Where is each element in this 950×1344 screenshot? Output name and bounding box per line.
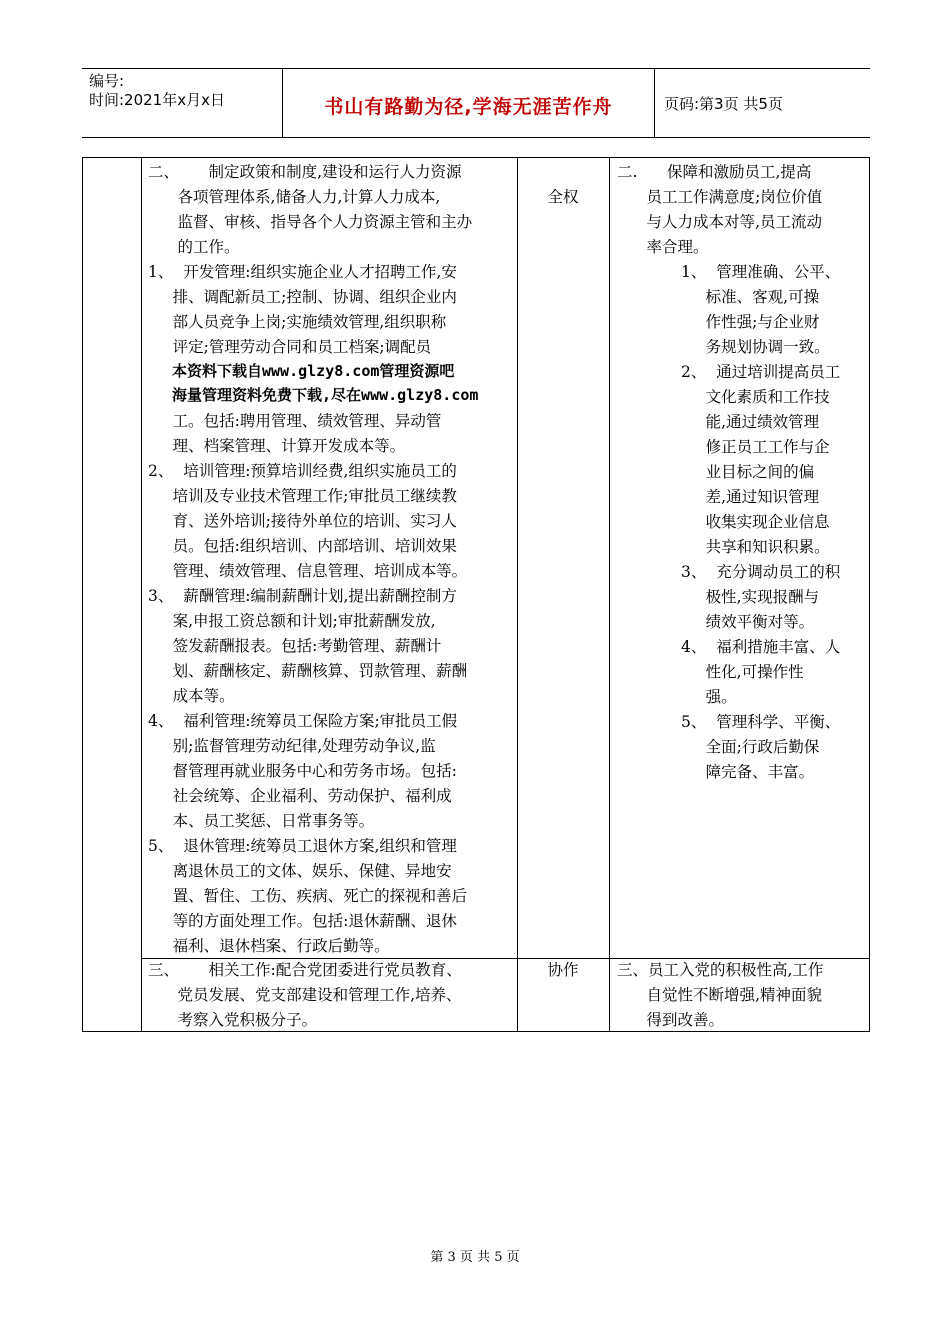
text-line: 别;监督管理劳动纪律,处理劳动争议,监 — [148, 737, 436, 755]
text-line: 业目标之间的偏 — [617, 463, 815, 481]
text-line: 自觉性不断增强,精神面貌 — [617, 986, 822, 1004]
text-line: 评定;管理劳动合同和员工档案;调配员 — [148, 338, 432, 356]
text-line: 5、 管理科学、平衡、 — [617, 713, 841, 731]
text-line: 障完备、丰富。 — [617, 763, 815, 781]
document-header — [82, 68, 870, 138]
text-line: 1、 开发管理:组织实施企业人才招聘工作,安 — [148, 263, 457, 281]
text-line: 本、员工奖惩、日常事务等。 — [148, 812, 375, 830]
text-line: 社会统筹、企业福利、劳动保护、福利成 — [148, 787, 452, 805]
text-line: 差,通过知识管理 — [617, 488, 820, 506]
text-line: 的工作。 — [148, 238, 240, 256]
text-line: 文化素质和工作技 — [617, 388, 830, 406]
row1-authority: 全权 — [547, 188, 579, 206]
text-line: 员工工作满意度;岗位价值 — [617, 188, 823, 206]
text-line: 考察入党积极分子。 — [148, 1011, 318, 1029]
text-line: 划、薪酬核定、薪酬核算、罚款管理、薪酬 — [148, 662, 468, 680]
text-line: 排、调配新员工;控制、协调、组织企业内 — [148, 288, 457, 306]
table-divider — [517, 158, 518, 1031]
text-line: 二、 制定政策和制度,建设和运行人力资源 — [148, 163, 462, 181]
row1-duty-text-continued — [148, 409, 467, 959]
row1-duty-text — [148, 160, 472, 360]
text-line: 育、送外培训;接待外单位的培训、实习人 — [148, 512, 457, 530]
text-line: 全面;行政后勤保 — [617, 738, 820, 756]
row2-authority: 协作 — [547, 961, 579, 979]
text-line: 3、 薪酬管理:编制薪酬计划,提出薪酬控制方 — [148, 587, 457, 605]
text-line: 2、 通过培训提高员工 — [617, 363, 841, 381]
text-line: 三、 相关工作:配合党团委进行党员教育、 — [148, 961, 462, 979]
text-line: 2、 培训管理:预算培训经费,组织实施员工的 — [148, 462, 457, 480]
text-line: 修正员工工作与企 — [617, 438, 830, 456]
text-line: 收集实现企业信息 — [617, 513, 830, 531]
page-number-label: 页码:第3页 共5页 — [664, 95, 783, 113]
text-line: 4、 福利管理:统筹员工保险方案;审批员工假 — [148, 712, 458, 730]
text-line: 置、暂住、工伤、疾病、死亡的探视和善后 — [148, 887, 468, 905]
header-motto-cell — [283, 69, 655, 137]
row2-duty-text — [148, 958, 462, 1033]
table-divider — [609, 158, 610, 1031]
text-line: 性化,可操作性 — [617, 663, 804, 681]
text-line: 成本等。 — [148, 687, 235, 705]
text-line: 培训及专业技术管理工作;审批员工继续教 — [148, 487, 457, 505]
text-line: 福利、退休档案、行政后勤等。 — [148, 937, 390, 955]
table-divider — [141, 158, 142, 1031]
text-line: 签发薪酬报表。包括:考勤管理、薪酬计 — [148, 637, 442, 655]
text-line: 管理、绩效管理、信息管理、培训成本等。 — [148, 562, 468, 580]
motto-text: 书山有路勤为径,学海无涯苦作舟 — [324, 96, 613, 118]
text-line: 1、 管理准确、公平、 — [617, 263, 841, 281]
text-line: 务规划协调一致。 — [617, 338, 830, 356]
notice-line: 海量管理资料免费下载,尽在www.glzy8.com — [172, 386, 479, 404]
text-line: 作性强;与企业财 — [617, 313, 820, 331]
text-line: 与人力成本对等,员工流动 — [617, 213, 822, 231]
text-line: 等的方面处理工作。包括:退休薪酬、退休 — [148, 912, 457, 930]
document-time-label: 时间:2021年x月x日 — [89, 91, 225, 109]
document-number-label: 编号: — [89, 72, 125, 90]
text-line: 率合理。 — [617, 238, 709, 256]
text-line: 标准、客观,可操 — [617, 288, 820, 306]
text-line: 绩效平衡对等。 — [617, 613, 815, 631]
text-line: 得到改善。 — [617, 1011, 725, 1029]
text-line: 监督、审核、指导各个人力资源主管和主办 — [148, 213, 473, 231]
text-line: 员。包括:组织培训、内部培训、培训效果 — [148, 537, 457, 555]
notice-line: 本资料下载自www.glzy8.com管理资源吧 — [172, 362, 455, 380]
text-line: 能,通过绩效管理 — [617, 413, 820, 431]
text-line: 3、 充分调动员工的积 — [617, 563, 841, 581]
row1-standard-text — [617, 160, 840, 785]
text-line: 工。包括:聘用管理、绩效管理、异动管 — [148, 412, 442, 430]
text-line: 理、档案管理、计算开发成本等。 — [148, 437, 406, 455]
row2-standard-text — [617, 958, 823, 1033]
text-line: 三、员工入党的积极性高,工作 — [617, 961, 824, 979]
text-line: 离退休员工的文体、娱乐、保健、异地安 — [148, 862, 452, 880]
text-line: 5、 退休管理:统筹员工退休方案,组织和管理 — [148, 837, 457, 855]
header-meta — [82, 69, 283, 137]
text-line: 党员发展、党支部建设和管理工作,培养、 — [148, 986, 462, 1004]
text-line: 督管理再就业服务中心和劳务市场。包括: — [148, 762, 457, 780]
text-line: 二. 保障和激励员工,提高 — [617, 163, 812, 181]
text-line: 极性,实现报酬与 — [617, 588, 820, 606]
text-line: 强。 — [617, 688, 737, 706]
page-footer: 第 3 页 共 5 页 — [430, 1250, 520, 1265]
text-line: 4、 福利措施丰富、人 — [617, 638, 841, 656]
text-line: 各项管理体系,储备人力,计算人力成本, — [148, 188, 441, 206]
text-line: 案,申报工资总额和计划;审批薪酬发放, — [148, 612, 436, 630]
download-notice — [172, 359, 478, 407]
text-line: 部人员竞争上岗;实施绩效管理,组织职称 — [148, 313, 447, 331]
text-line: 共享和知识积累。 — [617, 538, 830, 556]
